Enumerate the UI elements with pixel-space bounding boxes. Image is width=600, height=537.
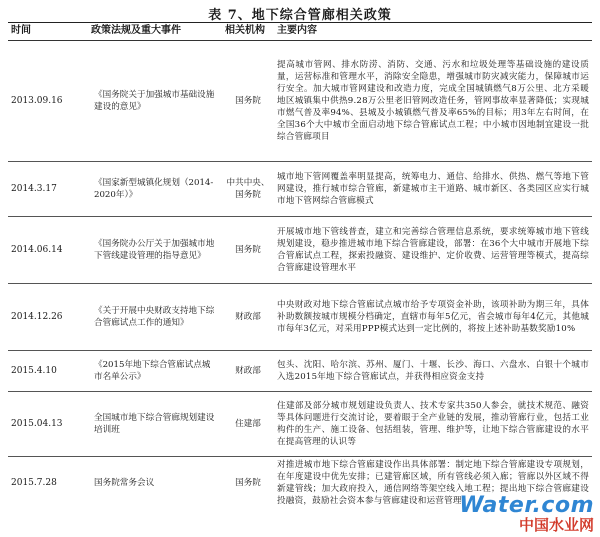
table-row	[8, 162, 592, 217]
row-org: 国务院	[222, 41, 274, 162]
row-date: 2015.7.28	[11, 478, 57, 488]
table-row	[8, 41, 592, 162]
row-date: 2015.04.13	[8, 392, 88, 457]
row-date: 2014.12.26	[8, 284, 88, 351]
watermark-en: Water.com	[459, 493, 594, 518]
row-date: 2015.4.10	[8, 351, 88, 392]
table-row	[8, 284, 592, 351]
watermark-cn: 中国水业网	[518, 516, 594, 534]
row-policy: 国务院常务会议	[94, 478, 155, 488]
row-policy: 《国务院办公厅关于加强城市地下管线建设管理的指导意见》	[88, 217, 222, 284]
row-org: 国务院	[222, 217, 274, 284]
row-content: 开展城市地下管线普查，建立和完善综合管理信息系统，要求统筹城市地下管线规划建设，稳步推进城市地下综合管廊建设，部署：在36个大中城市开展地下综合管廊试点工程，探索投融资、建设维护、定价收费、运营管理等模式，提高综合管廊建设管理水平	[274, 217, 592, 284]
watermark-logo	[459, 495, 594, 533]
header-date: 时间	[8, 23, 88, 41]
row-org: 财政部	[222, 351, 274, 392]
row-policy: 全国城市地下综合管廊规划建设培训班	[88, 392, 222, 457]
row-policy: 《2015年地下综合管廊试点城市名单公示》	[88, 351, 222, 392]
row-content: 提高城市管网、排水防涝、消防、交通、污水和垃圾处理等基础设施的建设质量，运营标准和管理水平，消除安全隐患，增强城市防灾减灾能力，保障城市运行安全。加大城市管网建设和改造力度，完成全国城镇燃气8万公里、北方采暖地区城镇集中供热9.28万公里老旧管网改造任务，管网事故率显著降低；实现城市燃气普及率94%、县城及小城镇燃气普及率65%的目标；用3年左右时间，在全国36个大中城市全面启动地下综合管廊试点工程；中小城市因地制宜建设一批综合管廊项目	[274, 41, 592, 162]
table-row	[8, 392, 592, 457]
row-date: 2014.3.17	[8, 162, 88, 217]
header-content: 主要内容	[274, 23, 592, 41]
row-org: 中共中央、国务院	[222, 162, 274, 217]
policy-table	[8, 22, 592, 509]
row-org: 住建部	[222, 392, 274, 457]
row-content: 中央财政对地下综合管廊试点城市给予专项资金补助，该项补助为期三年，具体补助数额按城市规模分档确定，直辖市每年5亿元，省会城市每年4亿元，其他城市每年3亿元，对采用PPP模式达到一定比例的，将按上述补助基数奖励10%	[274, 284, 592, 351]
row-org: 国务院	[235, 478, 261, 488]
table-row	[8, 351, 592, 392]
row-policy: 《国家新型城镇化规划（2014-2020年）》	[88, 162, 222, 217]
header-policy: 政策法规及重大事件	[88, 23, 222, 41]
row-policy: 《国务院关于加强城市基础设施建设的意见》	[88, 41, 222, 162]
header-org: 相关机构	[222, 23, 274, 41]
row-content: 城市地下管网覆盖率明显提高，统筹电力、通信、给排水、供热、燃气等地下管网建设，推行城市综合管廊，新建城市主干道路、城市新区、各类园区应实行城市地下管网综合管廊模式	[274, 162, 592, 217]
table-row	[8, 217, 592, 284]
row-org: 财政部	[222, 284, 274, 351]
row-date: 2014.06.14	[8, 217, 88, 284]
row-policy: 《关于开展中央财政支持地下综合管廊试点工作的通知》	[88, 284, 222, 351]
row-date: 2013.09.16	[8, 41, 88, 162]
table-header-row	[8, 23, 592, 41]
row-content: 住建部及部分城市规划建设负责人、技术专家共350人参会，就技术规范、融资等具体问题进行交流讨论，要着眼于全产业链的发展，推动管廊行业，包括工业构件的生产、施工设备、包括组装，管理、维护等，让地下综合管廊建设的水平在提高管理的认识等	[274, 392, 592, 457]
table-title: 表 7、地下综合管廊相关政策	[208, 8, 392, 23]
row-content: 对推进城市地下综合管廊建设作出具体部署：制定地下综合管廊建设专项规划，在年度建设中优先安排；已建管廊区域，所有管线必须入廊；管廊以外区域不得新建管线；加大政府投入，通信网络等架空线入地工程；提出地下综合管廊建设投融资，鼓励社会资本参与管廊建设和运营管理	[277, 460, 589, 506]
row-content: 包头、沈阳、哈尔滨、苏州、厦门、十堰、长沙、海口、六盘水、白银十个城市入选2015年地下综合管廊试点，并获得相应资金支持	[274, 351, 592, 392]
